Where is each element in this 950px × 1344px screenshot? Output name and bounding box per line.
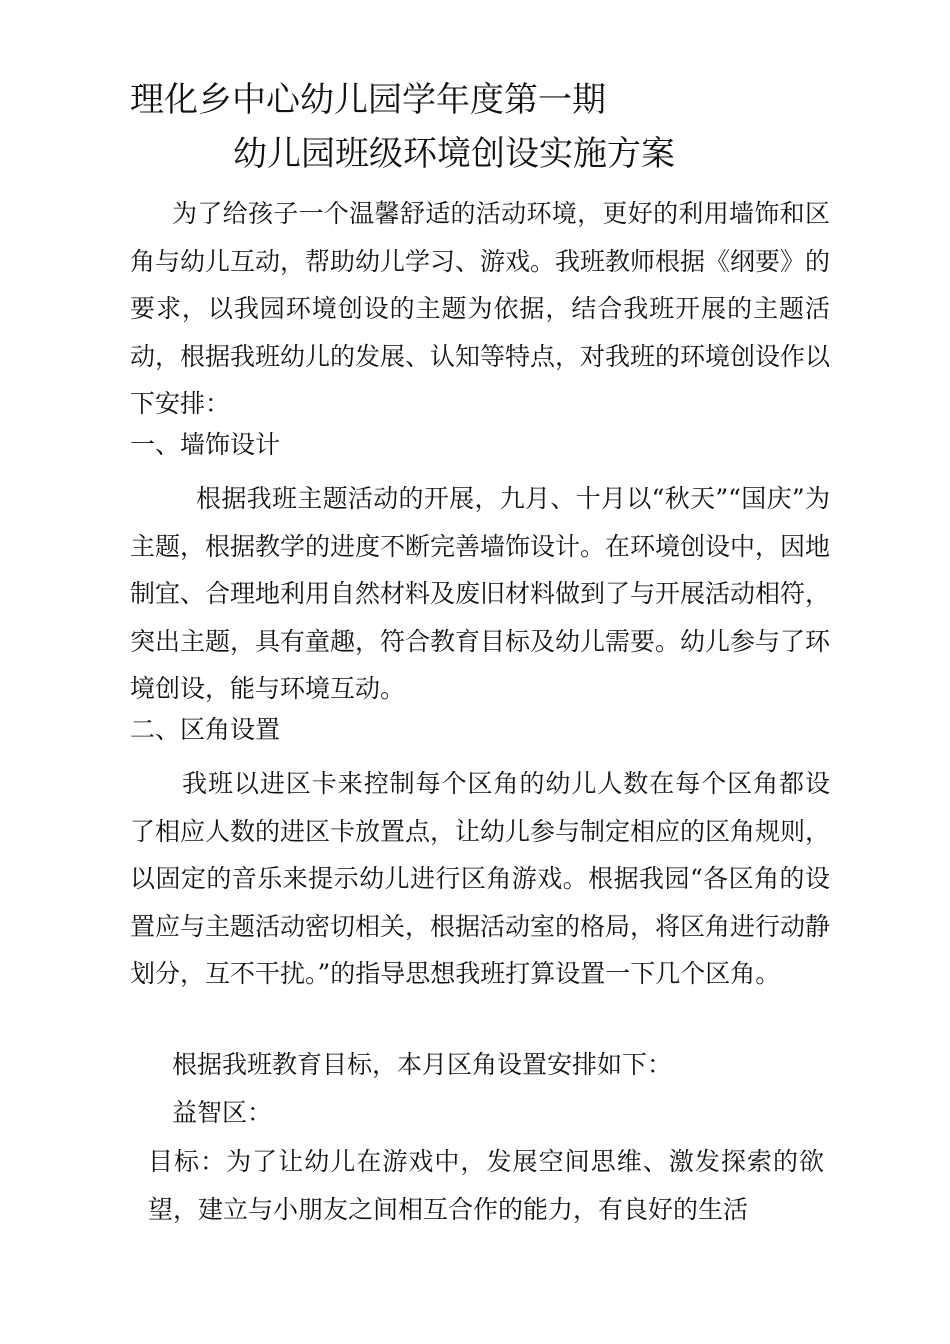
intro-paragraph: 为了给孩子一个温馨舒适的活动环境，更好的利用墙饰和区角与幼儿互动，帮助幼儿学习、游戏。我班教师根据《纲要》的要求，以我园环境创设的主题为依据，结合我班开展的主题活动，根据我班幼儿的发展、认知等特点，对我班的环境创设作以下安排： xyxy=(130,199,831,419)
arrangement-intro: 根据我班教育目标，本月区角设置安排如下： xyxy=(172,1050,673,1079)
section1-heading: 一、墙饰设计 xyxy=(130,430,281,459)
section1-paragraph: 根据我班主题活动的开展，九月、十月以“秋天”“国庆”为主题，根据教学的进度不断完善墙饰设计。在环境创设中，因地制宜、合理地利用自然材料及废旧材料做到了与开展活动相符，突出主题，具有童趣，符合教育目标及幼儿需要。幼儿参与了环境创设，能与环境互动。 xyxy=(130,484,831,704)
area-name: 益智区： xyxy=(172,1098,273,1127)
document-title-line1: 理化乡中心幼儿园学年度第一期 xyxy=(130,80,606,120)
area-goal-paragraph: 目标：为了让幼儿在游戏中，发展空间思维、激发探索的欲望，建立与小朋友之间相互合作的能力，有良好的生活 xyxy=(148,1147,824,1224)
document-title-line2: 幼儿园班级环境创设实施方案 xyxy=(233,134,675,174)
section2-paragraph: 我班以进区卡来控制每个区角的幼儿人数在每个区角都设了相应人数的进区卡放置点，让幼儿参与制定相应的区角规则，以固定的音乐来提示幼儿进行区角游戏。根据我园“各区角的设置应与主题活动密切相关，根据活动室的格局，将区角进行动静划分，互不干扰。”的指导思想我班打算设置一下几个区角。 xyxy=(130,769,831,989)
section2-heading: 二、区角设置 xyxy=(130,715,281,744)
